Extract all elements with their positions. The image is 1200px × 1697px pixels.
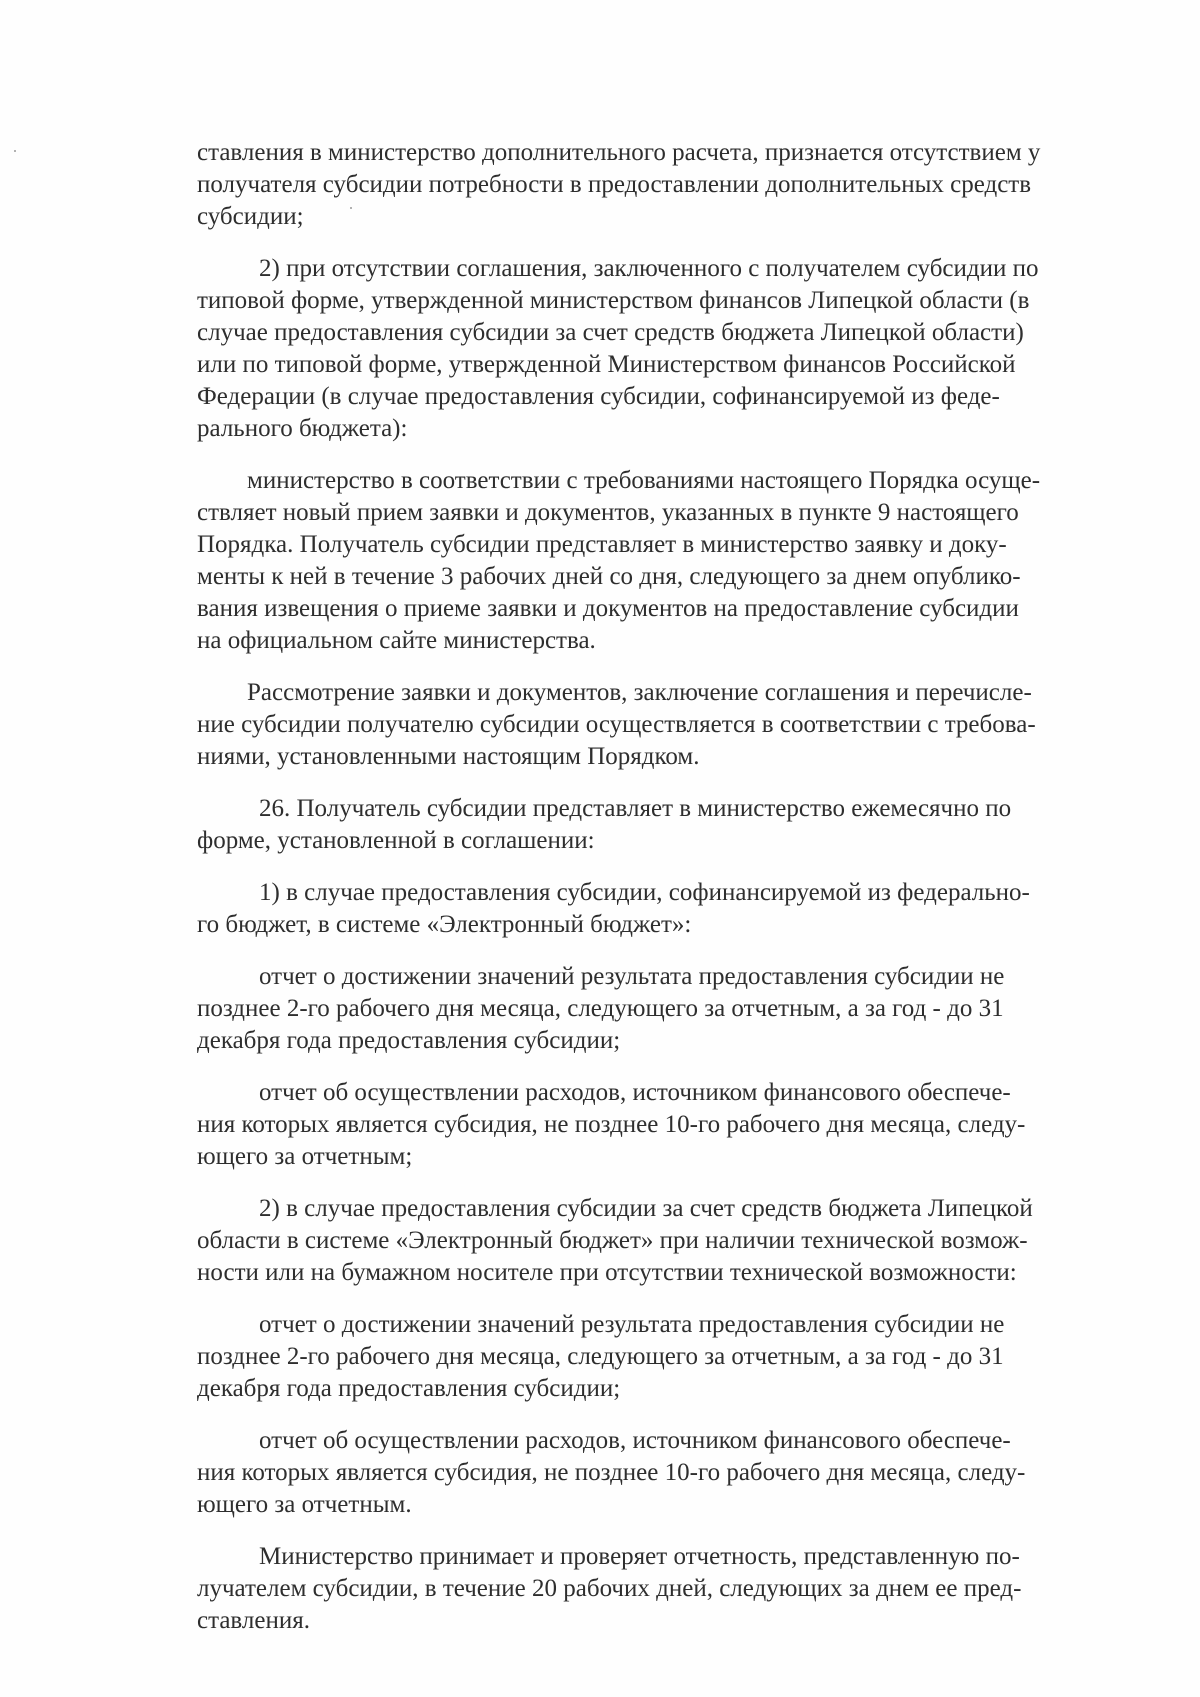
- paragraph-report-results-2: отчет о достижении значений результата предоставления субсидии не позднее 2-го рабочего дня месяца, следующего за отчетным, а за год - до 31 декабря года предоставления субсидии;: [197, 1311, 1005, 1402]
- paragraph-report-expenses-2: отчет об осуществлении расходов, источником финансового обеспече- ния которых является субсидия, не позднее 10-го рабочего дня месяца, следу- ющего за отчетным.: [197, 1427, 1026, 1518]
- paragraph-ministry-review: Министерство принимает и проверяет отчетность, представленную по- лучателем субсидии, в течение 20 рабочих дней, следующих за днем ее пред- ставления.: [197, 1543, 1022, 1634]
- paragraph-continuation: ставления в министерство дополнительного расчета, признается отсутствием у получателя субсидии потребности в предоставлении дополнительных средств субсидии;: [197, 139, 1041, 230]
- paragraph-report-expenses-1: отчет об осуществлении расходов, источником финансового обеспече- ния которых является субсидия, не позднее 10-го рабочего дня месяца, следу- ющего за отчетным;: [197, 1079, 1026, 1170]
- document-body: [197, 137, 1075, 1657]
- paragraph-review: Рассмотрение заявки и документов, заключение соглашения и перечисле- ние субсидии получателю субсидии осуществляется в соответствии с требова- ниями, установленными настоящим Порядком.: [197, 679, 1036, 770]
- paragraph-report-results-1: отчет о достижении значений результата предоставления субсидии не позднее 2-го рабочего дня месяца, следующего за отчетным, а за год - до 31 декабря года предоставления субсидии;: [197, 963, 1005, 1054]
- paragraph-new-reception: министерство в соответствии с требованиями настоящего Порядка осуще- ствляет новый прием заявки и документов, указанных в пункте 9 настоящего Порядка. Получатель субсидии представляет в министерство заявку и доку- менты к ней в течение 3 рабочих дней со дня, следующего за днем опублико- вания извещения о приеме заявки и документов на предоставление субсидии на официальном сайте министерства.: [197, 467, 1041, 654]
- paragraph-subitem-1: 1) в случае предоставления субсидии, софинансируемой из федерально- го бюджет, в системе «Электронный бюджет»:: [197, 879, 1030, 938]
- paragraph-item-2: 2) при отсутствии соглашения, заключенного с получателем субсидии по типовой форме, утвержденной министерством финансов Липецкой области (в случае предоставления субсидии за счет средств бюджета Липецкой области) или по типовой форме, утвержденной Министерством финансов Российской Федерации (в случае предоставления субсидии, софинансируемой из феде- рального бюджета):: [197, 255, 1039, 442]
- paragraph-clause-26: 26. Получатель субсидии представляет в министерство ежемесячно по форме, установленной в соглашении:: [197, 795, 1012, 854]
- scan-speck: [14, 150, 16, 152]
- paragraph-subitem-2: 2) в случае предоставления субсидии за счет средств бюджета Липецкой области в системе «Электронный бюджет» при наличии технической возмож- ности или на бумажном носителе при отсутствии технической возможности:: [197, 1195, 1033, 1286]
